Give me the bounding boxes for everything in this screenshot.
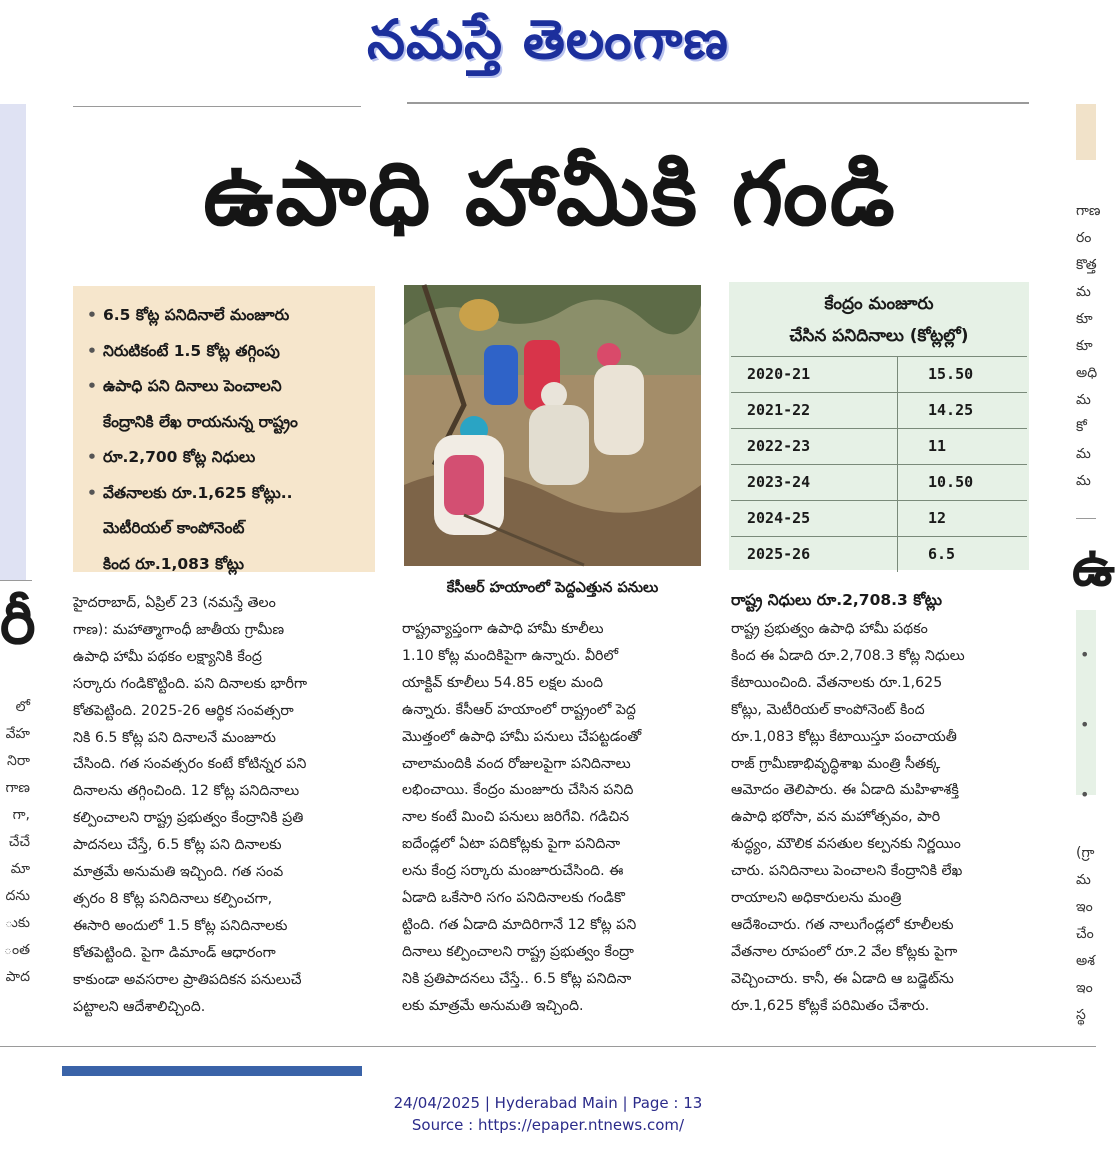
article-line: నికి 6.5 కోట్ల పని దినాలనే మంజూరు [73, 729, 276, 746]
table-row [731, 392, 1027, 428]
article-line: ఆదేశించారు. గత నాలుగేండ్లలో కూలీలకు [731, 916, 954, 933]
article-column-3 [731, 616, 1031, 1020]
masthead-title: నమస్తే తెలంగాణ [367, 7, 729, 71]
fragment-line: స్థ [1076, 1007, 1086, 1023]
table-cell-year: 2025-26 [731, 537, 898, 572]
table-cell-year: 2020-21 [731, 357, 898, 392]
left-fragment-big-letter: రీ [0, 588, 36, 658]
table-cell-value: 10.50 [928, 473, 974, 491]
table-cell-year: 2023-24 [731, 465, 898, 500]
table-cell-value: 11 [928, 437, 947, 455]
article-line: నికి ప్రతిపాదనలు చేస్తే.. 6.5 కోట్ల పనిదినా [402, 970, 632, 987]
fragment-line: ంత [3, 942, 30, 958]
article-line: ఐదేండ్లలో ఏటా పదికోట్లకు పైగా పనిదినా [402, 836, 621, 853]
highlight-line: వేతనాలకు రూ.1,625 కోట్లు.. [103, 483, 293, 502]
article-line: ట్టింది. గత ఏడాది మాదిరిగానే 12 కోట్ల పని [402, 916, 637, 933]
article-column-1 [73, 590, 375, 1021]
right-fragment-big-letter: ఉ [1072, 535, 1115, 598]
article-line: రూ.1,625 కోట్లకే పరిమితం చేశారు. [731, 997, 930, 1014]
fragment-line: మ [1076, 872, 1091, 888]
highlight-line: మెటీరియల్ కాంపోనెంట్ [103, 519, 245, 537]
article-line: యాక్టివ్ కూలీలు 54.85 లక్షల మంది [402, 674, 604, 691]
right-fragment-top-lines [1076, 198, 1101, 495]
highlight-item [81, 476, 367, 583]
left-edge-rule [0, 580, 32, 581]
article-line: చాలామందికి వంద రోజులపైగా పనిదినాలు [402, 755, 631, 772]
article-line: నాల కంటే మించి పనులు జరిగేవి. గడిచిన [402, 809, 630, 826]
right-edge-box [1076, 104, 1096, 160]
bullet-icon: • [87, 341, 97, 360]
bullet-icon: • [1080, 785, 1090, 804]
table-row [731, 536, 1027, 572]
workdays-table [729, 282, 1029, 570]
fragment-line: పాద [5, 969, 30, 985]
table-cell-value: 15.50 [928, 365, 974, 383]
bullet-icon: • [87, 377, 97, 395]
article-line: లను కేంద్ర సర్కారు మంజూరుచేసింది. ఈ [402, 863, 624, 880]
bottom-blue-bar [62, 1066, 362, 1076]
highlight-text: 6.5 కోట్ల పనిదినాలే మంజూరు [103, 306, 290, 324]
article-line: రాష్ట్ర ప్రభుత్వం ఉపాధి హామీ పథకం [731, 621, 928, 637]
fragment-line: చేచే [8, 834, 30, 850]
table-cell-year: 2021-22 [731, 393, 898, 428]
article-column-2 [402, 616, 702, 1020]
article-line: కోతపెట్టింది. పైగా డిమాండ్ ఆధారంగా [73, 944, 276, 961]
footer [0, 1092, 1096, 1136]
bullet-icon: • [87, 448, 97, 466]
highlight-text: రూ.2,700 కోట్ల నిధులు [103, 448, 256, 466]
article-line: చారు. పనిదినాలు పెంచాలని కేంద్రానికి లేఖ [731, 863, 963, 880]
article-line: త్సరం 8 కోట్ల పనిదినాలు కల్పించగా, [73, 890, 273, 907]
article-line: గాణ): మహాత్మాగాంధీ జాతీయ గ్రామీణ [73, 621, 285, 638]
highlight-text: నిరుటికంటే 1.5 కోట్ల తగ్గింపు [103, 341, 280, 360]
article-line: ఉన్నారు. కేసీఆర్ హయాంలో రాష్ట్రంలో పెద్ద [402, 701, 636, 718]
article-line: ఏడాది ఒకేసారి సగం పనిదినాలకు గండికొ [402, 890, 625, 907]
article-line: పాదనలు చేస్తే, 6.5 కోట్ల పని దినాలకు [73, 837, 282, 854]
article-line: కల్పించాలని రాష్ట్ర ప్రభుత్వం కేంద్రానికి ప్రతి [73, 810, 304, 827]
workers-photo [404, 285, 701, 566]
headline: ఉపాధి హామీకి గండి [203, 142, 897, 245]
article-line: కేటాయించింది. వేతనాలకు రూ.1,625 [731, 674, 943, 691]
highlight-item [81, 369, 367, 440]
fragment-line: గాణ [5, 780, 30, 796]
bullet-icon: • [87, 306, 97, 324]
right-fragment-bottom-lines [1076, 840, 1096, 1029]
article-line: ఈసారి అందులో 1.5 కోట్ల పనిదినాలకు [73, 917, 288, 934]
right-edge-rule [1076, 518, 1096, 519]
fragment-line: ుకు [4, 915, 30, 931]
article-line: రాయాలని అధికారులను మంత్రి [731, 890, 902, 907]
highlight-line: కింద రూ.1,083 కోట్లు [103, 554, 244, 573]
highlight-text [103, 369, 367, 440]
article-line: కింద ఈ ఏడాది రూ.2,708.3 కోట్ల నిధులు [731, 647, 965, 664]
table-row [731, 428, 1027, 464]
fragment-line: చేం [1076, 926, 1094, 942]
table-row [731, 500, 1027, 536]
article-line: రాష్ట్రవ్యాప్తంగా ఉపాధి హామీ కూలీలు [402, 621, 604, 637]
table-cell-year: 2024-25 [731, 501, 898, 536]
article-line: ఉపాధి భరోసా, వన మహోత్సవం, పారి [731, 809, 941, 826]
fragment-line: అశ [1076, 953, 1095, 969]
article-line: శుద్ధ్యం, మౌలిక వసతుల కల్పనకు నిర్ణయిం [731, 836, 961, 853]
highlight-item [81, 298, 367, 334]
footer-date-page: 24/04/2025 | Hyderabad Main | Page : 13 [393, 1094, 703, 1112]
fragment-line: మ [1076, 446, 1091, 462]
article-line: రూ.1,083 కోట్లు కేటాయిస్తూ పంచాయతీ [731, 728, 957, 745]
article-line: కాకుండా అవసరాల ప్రాతిపదికన పనులుచే [73, 971, 302, 988]
column-3-subheading: రాష్ట్ర నిధులు రూ.2,708.3 కోట్లు [731, 591, 943, 609]
article-line: దినాలను తగ్గించింది. 12 కోట్ల పనిదినాలు [73, 783, 300, 800]
photo-caption: కేసీఆర్ హయాంలో పెద్దఎత్తున పనులు [446, 580, 659, 596]
fragment-line: లో [15, 699, 30, 715]
fragment-line: గా, [12, 807, 30, 823]
article-line: కోతపెట్టింది. 2025-26 ఆర్థిక సంవత్సరా [73, 702, 294, 719]
article-line: హైదరాబాద్, ఏప్రిల్ 23 (నమస్తే తెలం [73, 595, 276, 611]
article-line: పట్టాలని ఆదేశాలిచ్చింది. [73, 998, 206, 1015]
article-line: ఉపాధి హామీ పథకం లక్ష్యానికి కేంద్ర [73, 648, 262, 665]
highlight-line: కేంద్రానికి లేఖ రాయనున్న రాష్ట్రం [103, 412, 298, 431]
highlight-text [103, 476, 367, 583]
bullet-icon: • [1080, 645, 1090, 664]
fragment-line: కూ [1076, 311, 1093, 327]
bottom-rule [0, 1046, 1096, 1047]
table-cell-value: 6.5 [928, 545, 956, 563]
table-cell-value: 14.25 [928, 401, 974, 419]
fragment-line: దను [5, 888, 30, 904]
fragment-line: (గ్రా [1076, 845, 1095, 861]
article-line: 1.10 కోట్ల మందికిపైగా ఉన్నారు. వీరిలో [402, 647, 619, 664]
fragment-line: అధి [1076, 365, 1098, 381]
article-line: లకు మాత్రమే అనుమతి ఇచ్చింది. [402, 997, 584, 1014]
left-fragment-lines [2, 694, 30, 991]
highlight-item [81, 334, 367, 370]
fragment-line: రం [1076, 230, 1092, 246]
article-line: లభించాయి. కేంద్రం మంజూరు చేసిన పనిది [402, 782, 634, 799]
article-line: చేసింది. గత సంవత్సరం కంటే కోటిన్నర పని [73, 756, 307, 773]
bullet-icon: • [87, 483, 97, 502]
fragment-line: గాణ [1076, 203, 1101, 219]
article-line: సర్కారు గండికొట్టింది. పని దినాలకు భారీగా [73, 675, 308, 692]
right-fragment-bullets [1080, 620, 1096, 830]
table-title-line: చేసిన పనిదినాలు (కోట్లల్లో) [789, 326, 969, 346]
top-rule-left [73, 106, 361, 107]
table-cell-year: 2022-23 [731, 429, 898, 464]
article-line: వేతనాల రూపంలో రూ.2 వేల కోట్లకు పైగా [731, 943, 958, 960]
left-edge-strip [0, 104, 26, 580]
article-line: మొత్తంలో ఉపాధి హామీ పనులు చేపట్టడంతో [402, 728, 642, 745]
fragment-line: నిరా [7, 753, 30, 769]
fragment-line: కూ [1076, 338, 1093, 354]
footer-source-link[interactable]: Source : https://epaper.ntnews.com/ [411, 1116, 685, 1134]
highlight-item [81, 440, 367, 476]
article-line: వెచ్చించారు. కానీ, ఈ ఏడాది ఆ బడ్జెట్‌ను [731, 970, 954, 987]
highlight-line: ఉపాధి పని దినాలు పెంచాలని [103, 377, 282, 395]
article-line: రాజ్ గ్రామీణాభివృద్ధిశాఖ మంత్రి సీతక్క [731, 755, 941, 772]
article-line: మాత్రమే అనుమతి ఇచ్చింది. గత సంవ [73, 864, 284, 881]
bullet-icon: • [1080, 715, 1090, 734]
highlights-box [73, 286, 375, 572]
fragment-line: మ [1076, 284, 1091, 300]
fragment-line: మ [1076, 392, 1091, 408]
fragment-line: వేహ [5, 726, 30, 742]
workers-photo-illustration [404, 285, 701, 566]
fragment-line: కో [1076, 419, 1087, 435]
fragment-line: కొత్త [1076, 257, 1097, 273]
fragment-line: ఇం [1076, 899, 1093, 915]
fragment-line: మా [10, 861, 30, 877]
fragment-line: మ [1076, 473, 1091, 489]
article-line: కోట్లు, మెటీరియల్ కాంపోనెంట్ కింద [731, 701, 925, 718]
fragment-line: ఇం [1076, 980, 1093, 996]
article-line: దినాలు కల్పించాలని రాష్ట్ర ప్రభుత్వం కేంద్రా [402, 943, 634, 960]
table-title-line: కేంద్రం మంజూరు [824, 294, 934, 314]
article-line: ఆమోదం తెలిపారు. ఈ ఏడాది మహిళాశక్తి [731, 782, 959, 799]
table-cell-value: 12 [928, 509, 947, 527]
table-row [731, 464, 1027, 500]
top-rule-right [407, 102, 1029, 104]
table-row [731, 356, 1027, 392]
